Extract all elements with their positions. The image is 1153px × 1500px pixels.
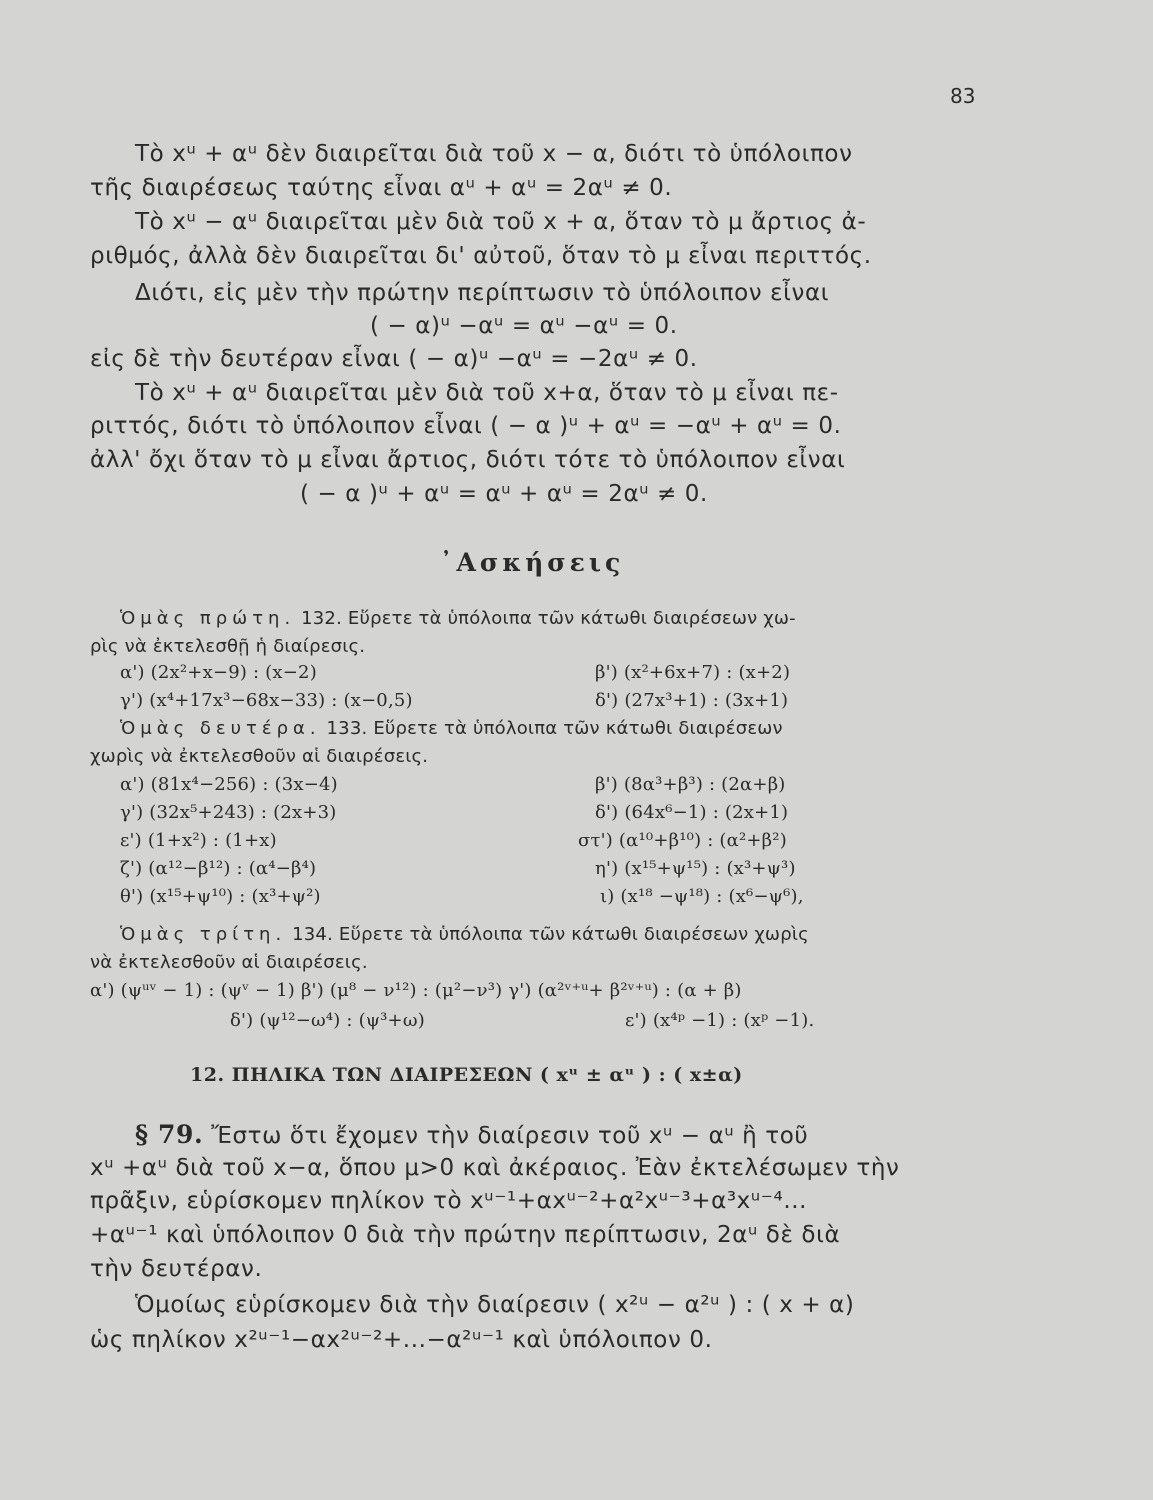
text-line: ὡς πηλίκον x²ᵘ⁻¹−αx²ᵘ⁻²+...−α²ᵘ⁻¹ καὶ ὑπόλοιπον 0. [90, 1327, 713, 1353]
exercise-item: δ') (27x³+1) : (3x+1) [595, 690, 789, 711]
text-line: Διότι, εἰς μὲν τὴν πρώτην περίπτωσιν τὸ ὑπόλοιπον εἶναι [135, 280, 830, 306]
paragraph-text: Ἔστω ὅτι ἔχομεν τὴν διαίρεσιν τοῦ xᵘ − αᵘ ἢ τοῦ [211, 1123, 809, 1149]
exercise-item: α') (ψᵘᵛ − 1) : (ψᵛ − 1) β') (μ⁸ − ν¹²) : (μ²−ν³) γ') (α²ᵛ⁺ᵘ+ β²ᵛ⁺ᵘ) : (α + β) [90, 980, 742, 1001]
exercise-item: α') (2x²+x−9) : (x−2) [120, 662, 317, 683]
exercise-item: η') (x¹⁵+ψ¹⁵) : (x³+ψ³) [595, 858, 796, 879]
text-line: ριττός, διότι τὸ ὑπόλοιπον εἶναι ( − α )ᵘ + αᵘ = −αᵘ + αᵘ = 0. [90, 413, 842, 439]
text-line: εἰς δὲ τὴν δευτέραν εἶναι ( − α)ᵘ −αᵘ = −2αᵘ ≠ 0. [90, 346, 698, 372]
section-title: 12. ΠΗΛΙΚΑ ΤΩΝ ΔΙΑΙΡΕΣΕΩΝ ( xᵘ ± αᵘ ) : ( x±α) [190, 1064, 743, 1086]
text-line: ρὶς νὰ ἐκτελεσθῇ ἡ διαίρεσις. [90, 636, 366, 657]
page-number: 83 [950, 84, 976, 108]
text-line: νὰ ἐκτελεσθοῦν αἱ διαιρέσεις. [90, 952, 368, 973]
text-line: πρᾶξιν, εὑρίσκομεν πηλίκον τὸ xᵘ⁻¹+αxᵘ⁻²+α²xᵘ⁻³+α³xᵘ⁻⁴... [90, 1188, 808, 1214]
exercise-item: ι) (x¹⁸ −ψ¹⁸) : (x⁶−ψ⁶), [600, 886, 804, 907]
text-line: τῆς διαιρέσεως ταύτης εἶναι αᵘ + αᵘ = 2αᵘ ≠ 0. [90, 175, 673, 201]
exercise-item: β') (8α³+β³) : (2α+β) [595, 774, 786, 795]
text-line: τὴν δευτέραν. [90, 1256, 263, 1282]
group-intro-text: 132. Εὕρετε τὰ ὑπόλοιπα τῶν κάτωθι διαιρέσεων χω- [301, 608, 796, 629]
text-line: ἀλλ' ὄχι ὅταν τὸ μ εἶναι ἄρτιος, διότι τότε τὸ ὑπόλοιπον εἶναι [90, 447, 846, 473]
exercise-item: δ') (ψ¹²−ω⁴) : (ψ³+ω) [230, 1010, 425, 1031]
text-line: Τὸ xᵘ + αᵘ διαιρεῖται μὲν διὰ τοῦ x+α, ὅταν τὸ μ εἶναι πε- [135, 380, 839, 406]
text-line: xᵘ +αᵘ διὰ τοῦ x−α, ὅπου μ>0 καὶ ἀκέραιος. Ἐὰν ἐκτελέσωμεν τὴν [90, 1155, 900, 1181]
exercise-item: γ') (x⁴+17x³−68x−33) : (x−0,5) [120, 690, 413, 711]
exercise-item: θ') (x¹⁵+ψ¹⁰) : (x³+ψ²) [120, 886, 321, 907]
group-label: Ὁμὰς τρίτη. [120, 924, 287, 945]
exercises-heading: ᾿Ασκήσεις [440, 548, 625, 577]
text-line: Τὸ xᵘ − αᵘ διαιρεῖται μὲν διὰ τοῦ x + α, ὅταν τὸ μ ἄρτιος ἀ- [135, 209, 867, 235]
equation-line: ( − α)ᵘ −αᵘ = αᵘ −αᵘ = 0. [370, 313, 678, 339]
equation-line: ( − α )ᵘ + αᵘ = αᵘ + αᵘ = 2αᵘ ≠ 0. [300, 481, 708, 507]
exercise-item: ζ') (α¹²−β¹²) : (α⁴−β⁴) [120, 858, 317, 879]
group-intro-text: 133. Εὕρετε τὰ ὑπόλοιπα τῶν κάτωθι διαιρέσεων [326, 718, 783, 739]
text-line: Ὁμοίως εὑρίσκομεν διὰ τὴν διαίρεσιν ( x²ᵘ − α²ᵘ ) : ( x + α) [135, 1292, 855, 1318]
paragraph-number: § 79. [135, 1120, 204, 1149]
group-label: Ὁμὰς δευτέρα. [120, 718, 321, 739]
text-line: χωρὶς νὰ ἐκτελεσθοῦν αἱ διαιρέσεις. [90, 746, 429, 767]
group-label: Ὁμὰς πρώτη. [120, 608, 296, 629]
paragraph-line [135, 1122, 808, 1148]
text-line: ριθμός, ἀλλὰ δὲν διαιρεῖται δι' αὐτοῦ, ὅταν τὸ μ εἶναι περιττός. [90, 243, 872, 269]
group-intro-text: 134. Εὕρετε τὰ ὑπόλοιπα τῶν κάτωθι διαιρέσεων χωρὶς [292, 924, 809, 945]
exercise-item: δ') (64x⁶−1) : (2x+1) [595, 802, 789, 823]
exercise-group-intro [120, 720, 783, 738]
text-line: +αᵘ⁻¹ καὶ ὑπόλοιπον 0 διὰ τὴν πρώτην περίπτωσιν, 2αᵘ δὲ διὰ [90, 1222, 841, 1248]
exercise-item: ε') (1+x²) : (1+x) [120, 830, 277, 851]
exercise-item: γ') (32x⁵+243) : (2x+3) [120, 802, 337, 823]
exercise-item: α') (81x⁴−256) : (3x−4) [120, 774, 338, 795]
exercise-item: στ') (α¹⁰+β¹⁰) : (α²+β²) [578, 830, 787, 851]
exercise-item: β') (x²+6x+7) : (x+2) [595, 662, 791, 683]
exercise-group-intro [120, 610, 796, 628]
text-line: Τὸ xᵘ + αᵘ δὲν διαιρεῖται διὰ τοῦ x − α, διότι τὸ ὑπόλοιπον [135, 141, 853, 167]
exercise-group-intro [120, 926, 809, 944]
exercise-item: ε') (x⁴ᵖ −1) : (xᵖ −1). [625, 1010, 815, 1031]
